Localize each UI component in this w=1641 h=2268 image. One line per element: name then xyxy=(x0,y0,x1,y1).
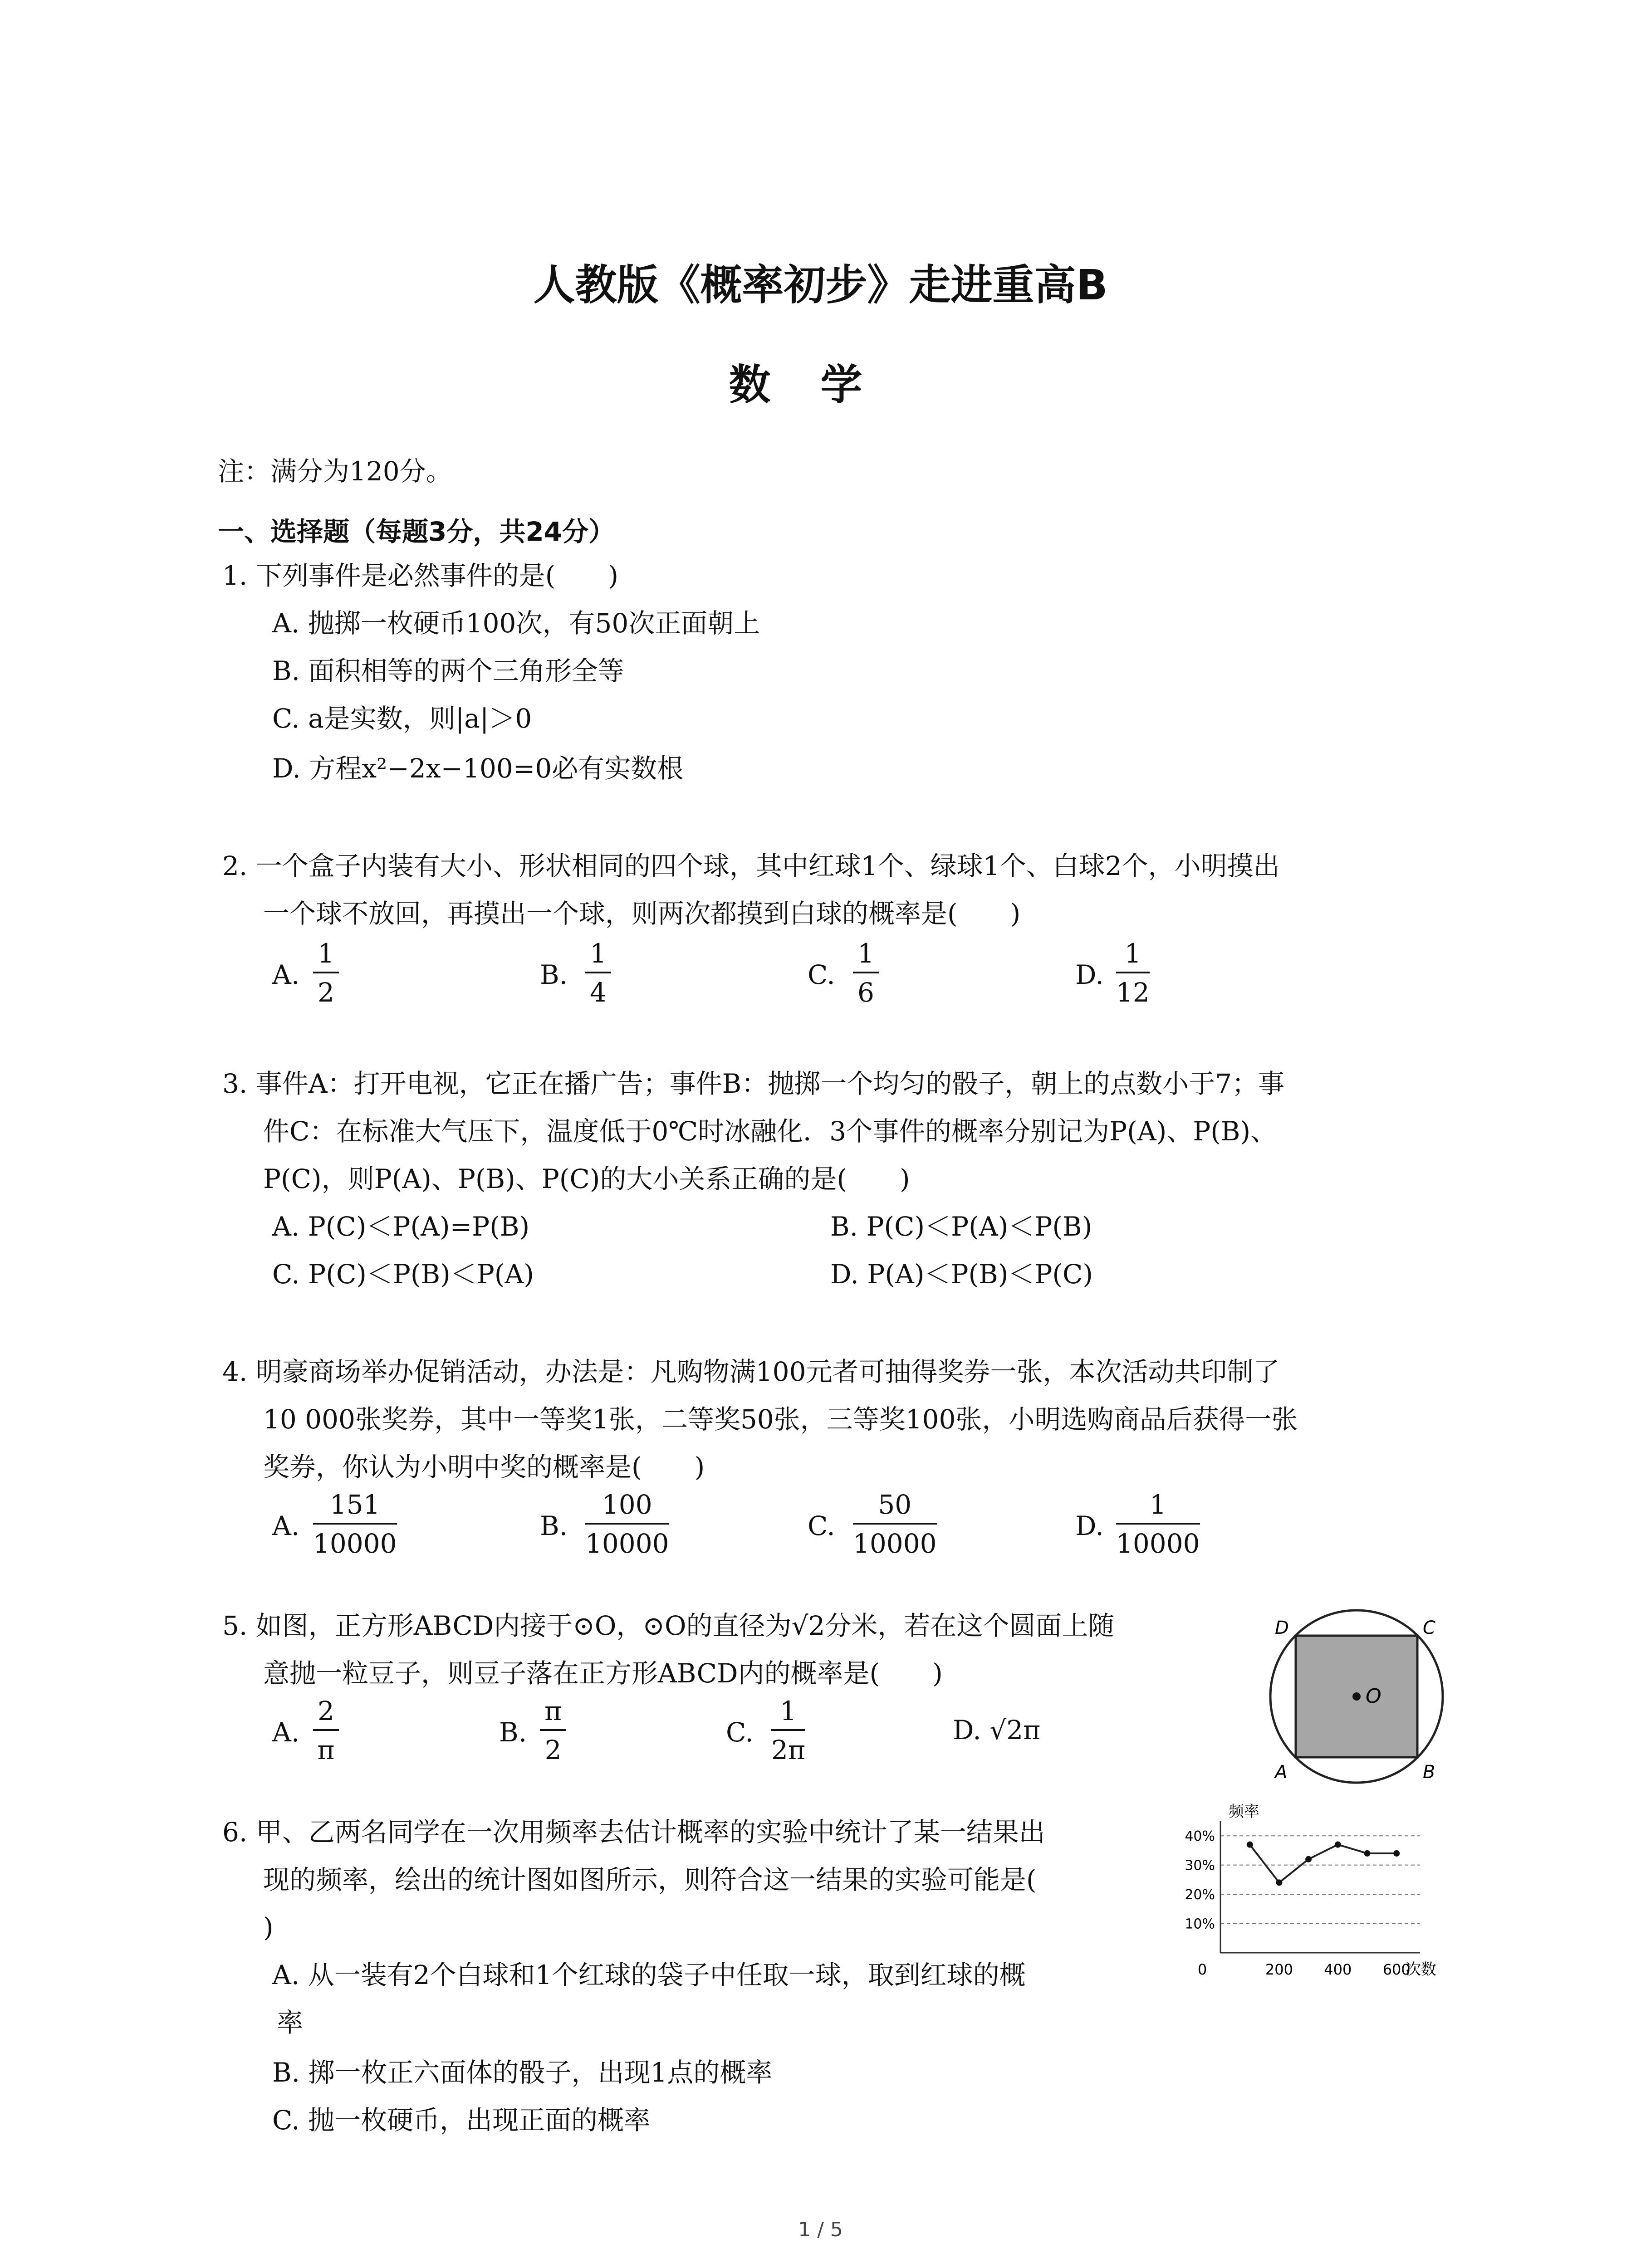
q1-option-c: C. a是实数，则|a|＞0 xyxy=(272,703,532,734)
q4-option-c-label: C. xyxy=(808,1510,835,1541)
q3-line-1: 3. 事件A：打开电视，它正在播广告；事件B：抛掷一个均匀的骰子，朝上的点数小于7；事 xyxy=(222,1068,1285,1099)
q3-option-d: D. P(A)＜P(B)＜P(C) xyxy=(830,1259,1093,1290)
data-point xyxy=(1276,1879,1282,1886)
denominator: 10000 xyxy=(585,1528,669,1559)
q6-option-a-line-2: 率 xyxy=(277,2007,304,2038)
denominator: 10000 xyxy=(853,1528,937,1559)
q2-line-1: 2. 一个盒子内装有大小、形状相同的四个球，其中红球1个、绿球1个、白球2个，小明摸出 xyxy=(222,850,1280,881)
numerator: 1 xyxy=(585,938,611,973)
q4-option-b-label: B. xyxy=(540,1510,568,1541)
x-tick-label: 600 xyxy=(1382,1961,1411,1978)
q5-line-1: 5. 如图，正方形ABCD内接于⊙O，⊙O的直径为√2分米，若在这个圆面上随 xyxy=(222,1610,1115,1641)
q5-option-a-fraction xyxy=(313,1696,339,1765)
x-tick-label: 0 xyxy=(1197,1961,1207,1978)
score-note: 注：满分为120分。 xyxy=(218,456,452,487)
q5-option-a-label: A. xyxy=(272,1717,300,1748)
denominator: 2 xyxy=(318,977,334,1008)
y-tick-label: 10% xyxy=(1185,1916,1215,1932)
x-tick-label: 400 xyxy=(1324,1961,1352,1978)
q4-line-1: 4. 明豪商场举办促销活动，办法是：凡购物满100元者可抽得奖券一张，本次活动共印制了 xyxy=(222,1356,1280,1387)
chart-gridlines xyxy=(1220,1836,1420,1923)
denominator: π xyxy=(317,1735,335,1765)
q6-option-b: B. 掷一枚正六面体的骰子，出现1点的概率 xyxy=(272,2057,773,2088)
label-o: O xyxy=(1366,1685,1381,1708)
numerator: π xyxy=(540,1696,566,1731)
q6-line-2: 现的频率，绘出的统计图如图所示，则符合这一结果的实验可能是( xyxy=(263,1864,1037,1895)
q5-line-2: 意抛一粒豆子，则豆子落在正方形ABCD内的概率是( ) xyxy=(263,1658,943,1689)
denominator: 2π xyxy=(771,1735,806,1765)
denominator: 12 xyxy=(1116,977,1150,1008)
q2-option-c-label: C. xyxy=(808,959,835,990)
page-title: 人教版《概率初步》走进重高B xyxy=(533,261,1108,309)
q2-option-b-label: B. xyxy=(540,959,568,990)
label-c: C xyxy=(1423,1618,1435,1638)
label-a: A xyxy=(1275,1762,1288,1783)
q1-option-d: D. 方程x²−2x−100=0必有实数根 xyxy=(272,753,684,784)
q1-stem: 1. 下列事件是必然事件的是( ) xyxy=(222,560,619,591)
chart-ticks xyxy=(1185,1828,1410,1978)
q5-option-b-fraction xyxy=(540,1696,566,1765)
numerator: 100 xyxy=(585,1489,669,1525)
q6-option-c: C. 抛一枚硬币，出现正面的概率 xyxy=(272,2105,651,2136)
q2-option-d-label: D. xyxy=(1075,959,1104,990)
q4-option-a-fraction xyxy=(313,1489,397,1559)
label-d: D xyxy=(1275,1618,1289,1638)
frequency-line xyxy=(1250,1845,1397,1883)
q4-option-d-fraction xyxy=(1116,1489,1200,1559)
q5-option-c-label: C. xyxy=(726,1717,754,1748)
x-axis-label: 次数 xyxy=(1406,1960,1436,1979)
y-tick-label: 40% xyxy=(1185,1828,1215,1845)
q4-option-d-label: D. xyxy=(1075,1510,1104,1541)
q4-line-2: 10 000张奖券，其中一等奖1张，二等奖50张，三等奖100张，小明选购商品后获得一张 xyxy=(263,1404,1298,1435)
q6-line-3: ) xyxy=(263,1912,274,1943)
denominator: 10000 xyxy=(313,1528,397,1559)
x-tick-label: 200 xyxy=(1265,1961,1293,1978)
q5-option-d: D. √2π xyxy=(953,1715,1041,1745)
data-point xyxy=(1247,1842,1253,1848)
y-tick-label: 30% xyxy=(1185,1857,1215,1874)
chart-points xyxy=(1247,1842,1400,1886)
q4-option-c-fraction xyxy=(853,1489,937,1559)
frequency-chart xyxy=(1166,1803,1447,1984)
data-point xyxy=(1364,1850,1371,1857)
q3-line-2: 件C：在标准大气压下，温度低于0℃时冰融化．3个事件的概率分别记为P(A)、P(B)、 xyxy=(263,1116,1277,1147)
q3-option-b: B. P(C)＜P(A)＜P(B) xyxy=(830,1211,1092,1242)
denominator: 4 xyxy=(590,977,607,1008)
subject-title: 数学 xyxy=(729,361,912,409)
q6-line-1: 6. 甲、乙两名同学在一次用频率去估计概率的实验中统计了某一结果出 xyxy=(222,1817,1045,1848)
denominator: 6 xyxy=(857,977,874,1008)
q2-line-2: 一个球不放回，再摸出一个球，则两次都摸到白球的概率是( ) xyxy=(263,898,1021,929)
q3-option-a: A. P(C)＜P(A)=P(B) xyxy=(272,1211,530,1242)
q2-option-d-fraction xyxy=(1116,938,1150,1008)
q6-option-a-line-1: A. 从一装有2个白球和1个红球的袋子中任取一球，取到红球的概 xyxy=(272,1960,1026,1990)
q2-option-c-fraction xyxy=(853,938,879,1008)
numerator: 1 xyxy=(1116,938,1150,973)
q4-option-b-fraction xyxy=(585,1489,669,1559)
data-point xyxy=(1335,1842,1341,1848)
numerator: 1 xyxy=(771,1696,805,1731)
section-heading: 一、选择题（每题3分，共24分） xyxy=(218,516,615,547)
q4-line-3: 奖券，你认为小明中奖的概率是( ) xyxy=(263,1452,705,1482)
numerator: 1 xyxy=(313,938,339,973)
data-point xyxy=(1305,1856,1312,1862)
q4-option-a-label: A. xyxy=(272,1510,300,1541)
q2-option-a-fraction xyxy=(313,938,339,1008)
page-number: 1 / 5 xyxy=(798,2218,843,2241)
numerator: 2 xyxy=(313,1696,339,1731)
q5-option-c-fraction xyxy=(771,1696,805,1765)
denominator: 2 xyxy=(544,1735,562,1765)
data-point xyxy=(1393,1850,1400,1857)
q2-option-b-fraction xyxy=(585,938,611,1008)
q1-option-a: A. 抛掷一枚硬币100次，有50次正面朝上 xyxy=(272,608,760,639)
numerator: 50 xyxy=(853,1489,937,1525)
q3-line-3: P(C)，则P(A)、P(B)、P(C)的大小关系正确的是( ) xyxy=(263,1163,910,1194)
q1-option-b: B. 面积相等的两个三角形全等 xyxy=(272,655,624,686)
numerator: 151 xyxy=(313,1489,397,1525)
numerator: 1 xyxy=(853,938,879,973)
q5-figure xyxy=(1261,1606,1452,1796)
numerator: 1 xyxy=(1116,1489,1200,1525)
y-axis-label: 频率 xyxy=(1229,1803,1259,1821)
denominator: 10000 xyxy=(1116,1528,1200,1559)
label-b: B xyxy=(1423,1762,1435,1783)
q5-option-b-label: B. xyxy=(499,1717,527,1748)
q3-option-c: C. P(C)＜P(B)＜P(A) xyxy=(272,1259,534,1290)
center-point xyxy=(1352,1692,1361,1701)
q2-option-a-label: A. xyxy=(272,959,300,990)
y-tick-label: 20% xyxy=(1185,1887,1215,1903)
